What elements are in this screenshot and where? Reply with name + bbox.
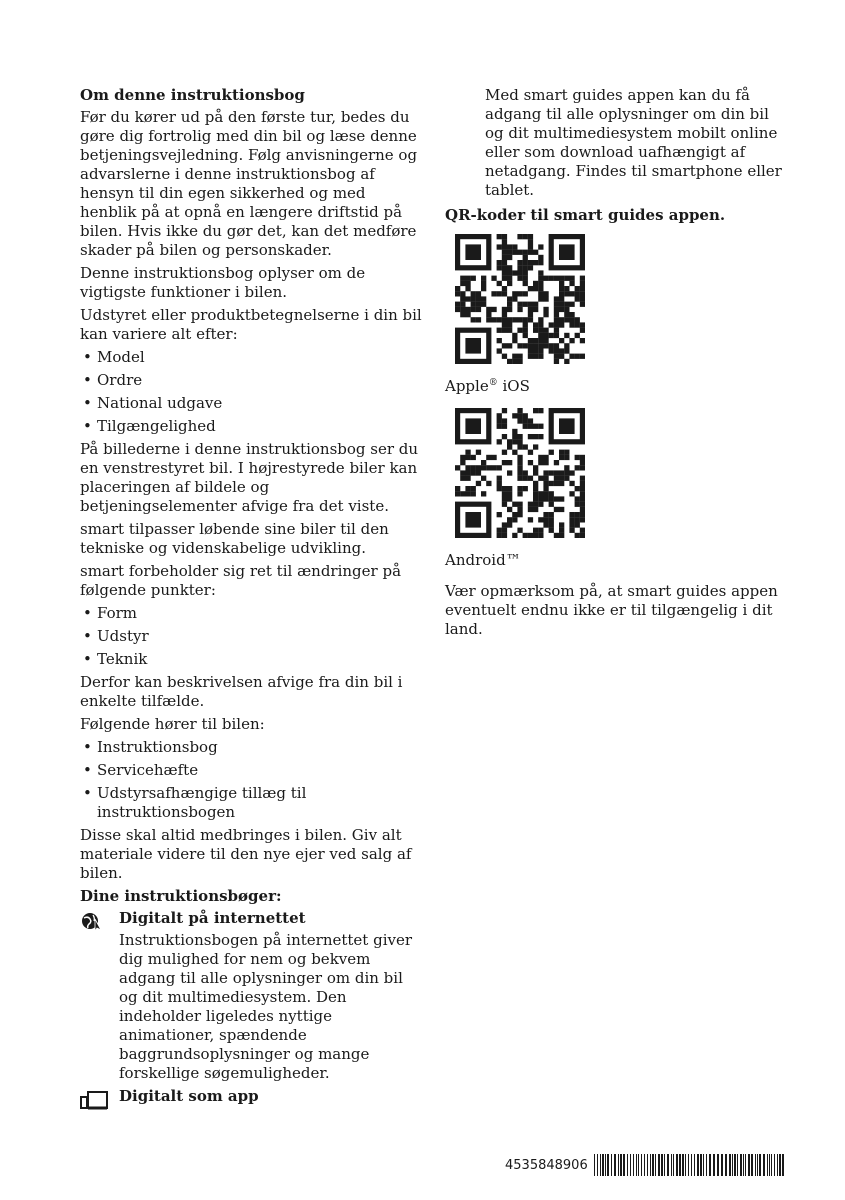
- paragraph: Følgende hører til bilen:: [80, 715, 265, 733]
- paragraph: På billederne i denne instruktionsbog ser du en venstrestyret bil. I højrestyrede biler kan placeringen af bildele og betjeningselementer afvige fra det viste.: [80, 440, 419, 515]
- list-item: • National udgave: [80, 394, 425, 413]
- list-item: • Ordre: [80, 371, 425, 390]
- list-item: • Tilgængelighed: [80, 417, 425, 436]
- qr-label-ios: Apple® iOS: [445, 377, 530, 395]
- list-item: • Teknik: [80, 650, 425, 669]
- qr-label-android: Android™: [445, 551, 521, 569]
- left-column: [80, 86, 425, 1110]
- app-manual-item: [80, 1087, 425, 1106]
- paragraph: smart tilpasser løbende sine biler til den tekniske og videnskabelige udvikling.: [80, 520, 389, 557]
- internet-manual-item: [80, 909, 425, 1083]
- barcode-number: 4535848906: [505, 1157, 588, 1173]
- paragraph: Udstyret eller produktbetegnelserne i din bil kan variere alt efter:: [80, 306, 422, 343]
- internet-manual-title: Digitalt på internettet: [119, 909, 306, 927]
- intro-paragraph: Før du kører ud på den første tur, bedes du gøre dig fortrolig med din bil og læse denne betjeningsvejledning. Følg anvisningerne og advarslerne i denne instruktionsbog af hensyn til din egen sikkerhed og med henblik på at opnå en længere driftstid på bilen. Hvis ikke du gør det, kan det medføre skader på bilen og personskader.: [80, 108, 418, 259]
- paragraph: Derfor kan beskrivelsen afvige fra din bil i enkelte tilfælde.: [80, 673, 403, 710]
- list-item: • Instruktionsbog: [80, 738, 425, 757]
- qr-heading: QR-koder til smart guides appen.: [445, 206, 726, 224]
- qr-code-android: [455, 408, 585, 538]
- globe-cursor-icon: [80, 910, 108, 932]
- tablet-phone-icon: [80, 1088, 108, 1110]
- right-column: [445, 86, 790, 643]
- list-item: • Udstyrsafhængige tillæg til instruktionsbogen: [80, 784, 425, 822]
- availability-note: Vær opmærksom på, at smart guides appen eventuelt endnu ikke er til tilgængelig i dit land.: [445, 582, 778, 638]
- list-item: • Udstyr: [80, 627, 425, 646]
- paragraph: smart forbeholder sig ret til ændringer på følgende punkter:: [80, 562, 402, 599]
- app-manual-title: Digitalt som app: [119, 1087, 259, 1105]
- list-item: • Servicehæfte: [80, 761, 425, 780]
- list-item: • Model: [80, 348, 425, 367]
- internet-manual-text: Instruktionsbogen på internettet giver dig mulighed for nem og bekvem adgang til alle oplysninger om din bil og dit multimediesystem. Den indeholder ligeledes nyttige animationer, spændende baggrundsoplysninger og mange forskellige søgemuligheder.: [119, 931, 413, 1082]
- section-heading: Om denne instruktionsbog: [80, 86, 305, 104]
- variation-list: [80, 348, 425, 436]
- paragraph: Denne instruktionsbog oplyser om de vigtigste funktioner i bilen.: [80, 264, 366, 301]
- qr-code-ios: [455, 234, 585, 364]
- barcode-bars: [594, 1154, 786, 1176]
- paragraph: Disse skal altid medbringes i bilen. Giv alt materiale videre til den nye ejer ved salg af bilen.: [80, 826, 412, 882]
- list-item: • Form: [80, 604, 425, 623]
- section-heading: Dine instruktionsbøger:: [80, 887, 282, 905]
- included-list: [80, 738, 425, 822]
- changes-list: [80, 604, 425, 669]
- barcode: [505, 1153, 786, 1177]
- app-description: Med smart guides appen kan du få adgang til alle oplysninger om din bil og dit multimediesystem mobilt online eller som download uafhængigt af netadgang. Findes til smartphone eller tablet.: [485, 86, 782, 199]
